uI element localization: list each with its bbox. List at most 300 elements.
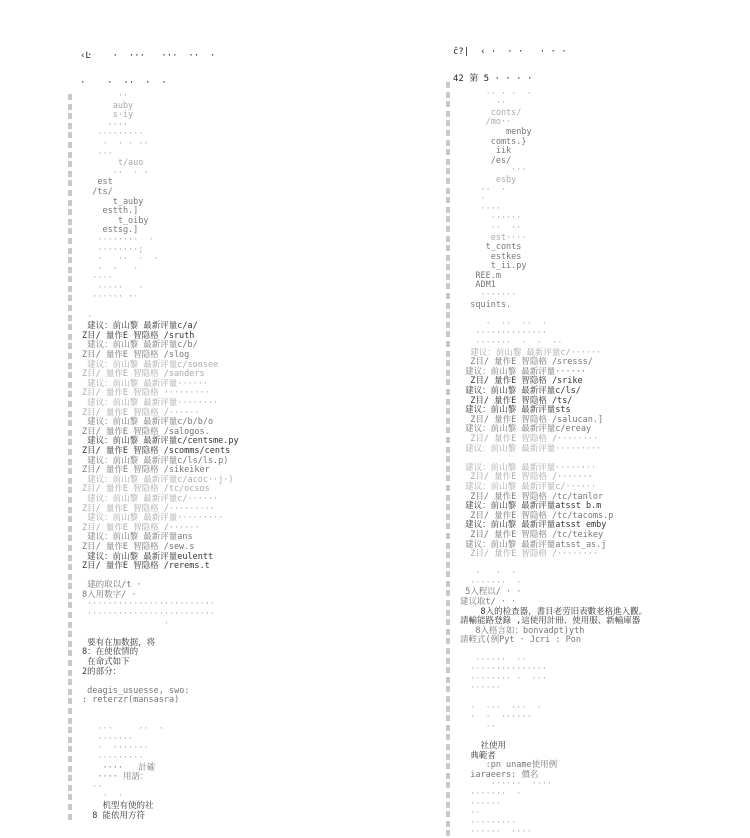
line-text: · bbox=[460, 194, 486, 205]
line-text: 8入的检查器，書目老劳旧表數老格進入觀。 bbox=[460, 606, 648, 617]
line-marker bbox=[68, 142, 72, 148]
line-text: · · ······ bbox=[460, 712, 532, 723]
text-line bbox=[460, 186, 740, 196]
line-text: · bbox=[82, 311, 93, 322]
line-marker bbox=[446, 303, 450, 309]
line-marker bbox=[68, 209, 72, 215]
line-marker bbox=[68, 487, 72, 493]
line-text: ·· · bbox=[460, 184, 507, 195]
line-marker bbox=[446, 82, 450, 88]
line-text: 8入用数字/ · bbox=[82, 589, 137, 600]
line-marker bbox=[446, 236, 450, 242]
text-line bbox=[460, 636, 740, 646]
line-marker bbox=[446, 149, 450, 155]
line-text: 典範者 bbox=[460, 750, 496, 761]
line-marker bbox=[68, 430, 72, 436]
line-marker bbox=[446, 715, 450, 721]
text-line bbox=[82, 620, 352, 630]
line-text: Z目/ 量作E 智隐格 /tc/tacoms.p bbox=[460, 510, 614, 521]
line-text: Z目/ 量作E 智隐格 /sikeiker bbox=[82, 465, 210, 476]
line-marker bbox=[68, 641, 72, 647]
line-text: ························· bbox=[82, 599, 216, 610]
line-marker bbox=[68, 382, 72, 388]
line-text: 社使用 bbox=[460, 740, 506, 751]
line-text: 建议：前山黎 最新评量eulentt bbox=[82, 551, 214, 562]
line-marker bbox=[446, 590, 450, 596]
line-text: ·· bbox=[460, 98, 507, 109]
line-text: ·· · · bbox=[82, 167, 149, 178]
line-marker bbox=[446, 495, 450, 501]
line-marker bbox=[68, 564, 72, 570]
line-marker bbox=[446, 427, 450, 433]
line-marker bbox=[446, 782, 450, 788]
text-line bbox=[460, 262, 740, 272]
line-text: ········· bbox=[460, 817, 517, 828]
line-marker bbox=[446, 274, 450, 280]
line-marker bbox=[68, 449, 72, 455]
line-marker bbox=[68, 411, 72, 417]
line-text: iaraeers: 價名 bbox=[460, 769, 539, 780]
line-marker bbox=[446, 92, 450, 98]
line-text: Z目/ 量作E 智隐格 /········· bbox=[82, 503, 215, 514]
text-line bbox=[460, 790, 740, 800]
line-text: iik bbox=[460, 146, 512, 157]
line-text: 建议：前山黎 最新评量c/centsme.py bbox=[82, 436, 239, 447]
line-marker bbox=[446, 504, 450, 510]
left-text-block bbox=[82, 92, 352, 821]
line-text: Z目/ 量作E 智隐格 /scomms/cents bbox=[82, 445, 231, 456]
line-marker bbox=[446, 677, 450, 683]
line-marker bbox=[446, 447, 450, 453]
line-text: ······ ·· bbox=[460, 654, 527, 665]
line-marker bbox=[68, 689, 72, 695]
line-text: ···· 計確 bbox=[82, 762, 156, 773]
left-column bbox=[0, 0, 360, 821]
line-marker bbox=[446, 322, 450, 328]
line-text: ···· 用語： bbox=[82, 772, 149, 783]
line-marker bbox=[68, 171, 72, 177]
right-header-line-2: 42 第 5 · · · · bbox=[453, 74, 533, 84]
text-line bbox=[82, 668, 352, 678]
line-text: · · bbox=[82, 791, 123, 802]
line-marker bbox=[68, 324, 72, 330]
line-text: Z目/ 量作E 智隐格 /slog bbox=[82, 350, 190, 361]
line-marker bbox=[68, 238, 72, 244]
line-text: ······ bbox=[460, 683, 501, 694]
line-text: t_ii.py bbox=[460, 261, 527, 272]
line-marker bbox=[68, 727, 72, 733]
text-line bbox=[82, 265, 352, 275]
line-marker bbox=[446, 802, 450, 808]
line-marker bbox=[446, 571, 450, 577]
text-line bbox=[460, 684, 740, 694]
line-marker bbox=[68, 468, 72, 474]
line-marker bbox=[68, 219, 72, 225]
line-marker bbox=[446, 533, 450, 539]
line-text: ······ bbox=[460, 213, 522, 224]
line-text: 建议：前山黎 最新评量········· bbox=[460, 443, 602, 454]
line-marker bbox=[446, 379, 450, 385]
line-marker bbox=[68, 631, 72, 637]
line-text: t_oiby bbox=[82, 215, 149, 226]
line-text: ······ ·· bbox=[82, 292, 139, 303]
line-marker bbox=[68, 334, 72, 340]
line-text: comts.} bbox=[460, 136, 527, 147]
line-marker bbox=[446, 399, 450, 405]
left-header-line-2: · · ·· · · bbox=[80, 78, 167, 88]
left-header-line-1: ‹Ŀ · ··· ··· ·· · bbox=[80, 51, 216, 61]
line-marker bbox=[68, 363, 72, 369]
line-marker bbox=[68, 343, 72, 349]
line-marker bbox=[68, 315, 72, 321]
line-marker bbox=[446, 283, 450, 289]
line-text: esby bbox=[460, 174, 517, 185]
text-line bbox=[82, 293, 352, 303]
line-marker bbox=[68, 679, 72, 685]
line-text: : reterzr(mansasra) bbox=[82, 695, 180, 706]
line-text: · ······· bbox=[82, 743, 149, 754]
line-marker bbox=[68, 794, 72, 800]
line-text: ························· bbox=[82, 609, 216, 620]
line-text: est···· bbox=[460, 232, 527, 243]
line-text: 建议：前山黎 最新评量······ bbox=[460, 366, 586, 377]
line-marker bbox=[68, 276, 72, 282]
line-marker bbox=[446, 216, 450, 222]
line-text: :pn uname使用例 bbox=[460, 760, 558, 771]
line-marker bbox=[446, 331, 450, 337]
line-text: ·· · · · bbox=[460, 88, 532, 99]
line-text: ··· ·· · bbox=[82, 724, 164, 735]
line-text: 建议：前山黎 最新评量c/ereay bbox=[460, 424, 592, 435]
line-marker bbox=[68, 180, 72, 186]
line-text: ·· bbox=[460, 721, 496, 732]
line-marker bbox=[446, 552, 450, 558]
line-marker bbox=[446, 111, 450, 117]
line-text: auby bbox=[82, 100, 134, 111]
line-marker bbox=[68, 516, 72, 522]
line-text: 建议：前山黎 最新评量c/······ bbox=[82, 493, 219, 504]
line-marker bbox=[446, 754, 450, 760]
line-marker bbox=[446, 485, 450, 491]
line-marker bbox=[446, 638, 450, 644]
line-marker bbox=[68, 478, 72, 484]
line-text: t_auby bbox=[82, 196, 144, 207]
line-marker bbox=[446, 255, 450, 261]
line-text: Z目/ 量作E 智隐格 /tc/teikey bbox=[460, 529, 604, 540]
line-text: 建议：前山黎 最新评量c/a/ bbox=[82, 321, 198, 332]
line-text: 建议：前山黎 最新评量c/ls/ls.p) bbox=[82, 455, 229, 466]
line-marker bbox=[446, 830, 450, 836]
line-marker bbox=[446, 341, 450, 347]
line-marker bbox=[68, 152, 72, 158]
line-marker bbox=[68, 814, 72, 820]
line-text: · bbox=[82, 618, 169, 629]
line-text: REE.m bbox=[460, 270, 501, 281]
line-text: Z目/ 量作E 智隐格 /tc/tanlor bbox=[460, 491, 604, 502]
line-marker bbox=[68, 104, 72, 110]
line-text: Z目/ 量作E 智隐格 /salogos. bbox=[82, 426, 210, 437]
line-marker bbox=[446, 456, 450, 462]
line-marker bbox=[446, 389, 450, 395]
text-line bbox=[460, 445, 740, 455]
line-marker bbox=[446, 629, 450, 635]
line-marker bbox=[68, 420, 72, 426]
line-marker bbox=[68, 583, 72, 589]
line-text: · ·· · · bbox=[82, 254, 159, 265]
line-text: ···· bbox=[82, 273, 113, 284]
line-marker bbox=[446, 293, 450, 299]
line-text: ········ · ··· bbox=[460, 673, 547, 684]
line-marker bbox=[446, 610, 450, 616]
line-marker bbox=[68, 698, 72, 704]
line-text: s·iy bbox=[82, 110, 134, 121]
line-text: t_conts bbox=[460, 242, 522, 253]
line-text: ········; bbox=[82, 244, 144, 255]
line-marker bbox=[446, 686, 450, 692]
line-text: · ··· ··· · bbox=[460, 702, 542, 713]
line-marker bbox=[68, 257, 72, 263]
line-marker bbox=[68, 113, 72, 119]
line-text: 請輕式(例Pyt · Jcri : Pon bbox=[460, 635, 581, 646]
line-text: 要有在加数据，将 bbox=[82, 637, 156, 648]
line-marker bbox=[68, 612, 72, 618]
line-text: · · · ·· bbox=[82, 138, 149, 149]
text-line bbox=[460, 301, 740, 311]
right-column bbox=[375, 0, 750, 838]
text-line bbox=[82, 169, 352, 179]
line-text: 建议：前山黎 最新评量········· bbox=[82, 513, 224, 524]
line-marker bbox=[446, 178, 450, 184]
line-text: · · · bbox=[82, 263, 139, 274]
line-text: 2的部分： bbox=[82, 666, 122, 677]
line-text: deagis_usuesse, swo: bbox=[82, 685, 190, 696]
line-marker bbox=[68, 228, 72, 234]
line-marker bbox=[68, 737, 72, 743]
line-text: ···· bbox=[460, 203, 501, 214]
line-text: ······ ···· bbox=[460, 827, 532, 838]
line-text: Z目/ 量作E 智隐格 /tc/ocsos bbox=[82, 484, 210, 495]
line-text: t/auo bbox=[82, 158, 144, 169]
line-marker bbox=[446, 514, 450, 520]
line-text: ·· ·· bbox=[460, 222, 522, 233]
line-text: Z目/ 量作E 智隐格 /rerems.t bbox=[82, 561, 210, 572]
line-text: ··· bbox=[460, 165, 527, 176]
line-marker bbox=[68, 305, 72, 311]
line-marker bbox=[446, 120, 450, 126]
line-marker bbox=[68, 94, 72, 100]
text-line bbox=[460, 675, 740, 685]
line-text: · ·· ·· · bbox=[460, 318, 547, 329]
line-text: Z目/ 量作E 智隐格 /······· bbox=[460, 472, 593, 483]
line-text: Z目/ 量作E 智隐格 ········· bbox=[82, 388, 210, 399]
line-text: 8入格言如：bonvadpt)yth bbox=[460, 625, 585, 636]
line-text: Z目/ 量作E 智隐格 /········ bbox=[460, 549, 598, 560]
line-marker bbox=[446, 648, 450, 654]
line-marker bbox=[446, 773, 450, 779]
line-marker bbox=[446, 744, 450, 750]
line-marker bbox=[68, 459, 72, 465]
line-marker bbox=[446, 706, 450, 712]
line-text: ······· bbox=[460, 290, 517, 301]
text-line bbox=[460, 272, 740, 282]
line-text: 8 能依用方符 bbox=[82, 810, 145, 821]
line-text: Z目/ 量作E 智隐格 /········ bbox=[460, 433, 598, 444]
line-marker bbox=[446, 101, 450, 107]
line-marker bbox=[68, 775, 72, 781]
line-text: ·· bbox=[82, 781, 103, 792]
line-text: ······ ···· bbox=[460, 779, 553, 790]
line-text: Z目/ 量作E 智隐格 /ts/ bbox=[460, 395, 573, 406]
line-marker bbox=[68, 670, 72, 676]
line-text: ···· bbox=[82, 119, 129, 130]
line-text: 建议：前山黎 最新评量atsst b.m bbox=[460, 501, 602, 512]
line-marker bbox=[446, 811, 450, 817]
line-marker bbox=[446, 619, 450, 625]
line-marker bbox=[446, 264, 450, 270]
line-marker bbox=[68, 785, 72, 791]
line-marker bbox=[68, 286, 72, 292]
line-text: 建议取t/ · · bbox=[460, 597, 517, 608]
line-text: ······· · · ·· bbox=[460, 338, 563, 349]
line-text: 建议：前山黎 最新评量c/b/b/o bbox=[82, 417, 214, 428]
line-marker bbox=[68, 756, 72, 762]
text-line bbox=[460, 800, 740, 810]
line-text: ·············· bbox=[460, 328, 547, 339]
line-marker bbox=[68, 507, 72, 513]
line-text: 建议：前山黎 最新评量ans bbox=[82, 532, 193, 543]
line-marker bbox=[68, 593, 72, 599]
line-text: estkes bbox=[460, 251, 522, 262]
text-line bbox=[82, 696, 352, 706]
line-text: menby bbox=[460, 126, 532, 137]
line-text: Z目/ 量作E 智隐格 /······ bbox=[82, 522, 200, 533]
line-text: 建议：前山黎 最新评量······ bbox=[82, 378, 208, 389]
line-marker bbox=[446, 562, 450, 568]
line-text: 建议：前山黎 最新评量atsst_as.j bbox=[460, 539, 607, 550]
line-text: squints. bbox=[460, 299, 512, 310]
line-text: ······· · bbox=[460, 577, 522, 588]
line-text: ······· bbox=[82, 733, 134, 744]
line-marker bbox=[68, 497, 72, 503]
text-line bbox=[82, 706, 352, 716]
line-marker bbox=[446, 418, 450, 424]
line-marker bbox=[68, 650, 72, 656]
text-line bbox=[460, 723, 740, 733]
line-marker bbox=[68, 248, 72, 254]
line-marker bbox=[446, 667, 450, 673]
line-text: 建的取以/t · bbox=[82, 580, 142, 591]
line-text: ····· · bbox=[82, 282, 144, 293]
line-marker bbox=[446, 725, 450, 731]
line-text: ·· bbox=[82, 91, 139, 101]
line-marker bbox=[446, 197, 450, 203]
text-line bbox=[82, 178, 352, 188]
text-line bbox=[460, 742, 740, 752]
line-marker bbox=[446, 130, 450, 136]
line-marker bbox=[68, 718, 72, 724]
line-text: Z目/ 量作E 智隐格 /salucan.] bbox=[460, 414, 604, 425]
line-text: estth.] bbox=[82, 206, 139, 217]
line-marker bbox=[68, 804, 72, 810]
line-marker bbox=[446, 226, 450, 232]
line-marker bbox=[68, 545, 72, 551]
line-text: /es/ bbox=[460, 155, 512, 166]
line-marker bbox=[446, 188, 450, 194]
line-marker bbox=[446, 581, 450, 587]
line-text: 建议：前山黎 最新评量sts bbox=[460, 405, 571, 416]
line-text: 机型有使的社 bbox=[82, 800, 154, 811]
line-text: 建议：前山黎 最新评量atsst emby bbox=[460, 520, 607, 531]
right-text-block bbox=[460, 80, 740, 838]
line-marker bbox=[446, 207, 450, 213]
line-marker bbox=[446, 475, 450, 481]
line-text: 建议：前山黎 最新评量c/sonsee bbox=[82, 359, 219, 370]
line-text: ······· · bbox=[460, 788, 522, 799]
line-marker bbox=[446, 312, 450, 318]
line-marker bbox=[446, 543, 450, 549]
line-marker bbox=[68, 555, 72, 561]
line-marker bbox=[446, 763, 450, 769]
line-marker bbox=[446, 466, 450, 472]
line-marker bbox=[68, 200, 72, 206]
line-marker bbox=[68, 161, 72, 167]
line-marker bbox=[68, 622, 72, 628]
line-marker bbox=[68, 526, 72, 532]
line-marker bbox=[446, 360, 450, 366]
line-text: 建议：前山黎 最新评量c/acoc··j·) bbox=[82, 474, 234, 485]
line-text: 8：在使依情的 bbox=[82, 647, 139, 658]
line-marker bbox=[68, 535, 72, 541]
line-marker bbox=[446, 658, 450, 664]
line-text: ·· bbox=[460, 808, 481, 819]
line-text: ········· bbox=[82, 752, 144, 763]
line-marker bbox=[446, 140, 450, 146]
line-text: 5入程以/ · · bbox=[460, 587, 522, 598]
line-marker bbox=[68, 190, 72, 196]
line-text: 建议：前山黎 最新评量c/ls/ bbox=[460, 386, 581, 396]
line-marker bbox=[446, 351, 450, 357]
line-marker bbox=[446, 600, 450, 606]
line-text: ········ · bbox=[82, 234, 154, 245]
line-marker bbox=[446, 523, 450, 529]
line-text: · · · bbox=[460, 568, 517, 579]
line-marker bbox=[68, 708, 72, 714]
text-line bbox=[82, 812, 352, 822]
text-line bbox=[82, 773, 352, 783]
line-text: 在命式如下 bbox=[82, 657, 130, 668]
line-text: ··············· bbox=[460, 664, 547, 675]
line-marker bbox=[446, 696, 450, 702]
line-text: 建议：前山黎 最新评量c/······ bbox=[460, 481, 597, 492]
line-text: conts/ bbox=[460, 107, 522, 118]
line-text: /mo·· bbox=[460, 117, 512, 128]
line-text: /ts/ bbox=[82, 186, 113, 197]
line-text: 建议：前山黎 最新评量········ bbox=[460, 462, 597, 473]
text-line bbox=[460, 713, 740, 723]
line-text: Z目/ 量作E 智隐格 /srike bbox=[460, 376, 583, 387]
line-text: Z目/ 量作E 智隐格 /sresss/ bbox=[460, 357, 593, 368]
line-text: 建议：前山黎 最新评量········ bbox=[82, 398, 219, 408]
text-line bbox=[82, 562, 352, 572]
line-marker bbox=[68, 391, 72, 397]
text-line bbox=[82, 303, 352, 313]
line-text: 請輸能路登錄 ,這使用計冊、使用服、新輸庫器 bbox=[460, 616, 641, 627]
line-text: ········· bbox=[82, 129, 144, 140]
text-line bbox=[460, 195, 740, 205]
line-text: Z目/ 量作E 智隐格 /sew.s bbox=[82, 541, 195, 552]
line-marker bbox=[68, 401, 72, 407]
line-marker bbox=[68, 602, 72, 608]
